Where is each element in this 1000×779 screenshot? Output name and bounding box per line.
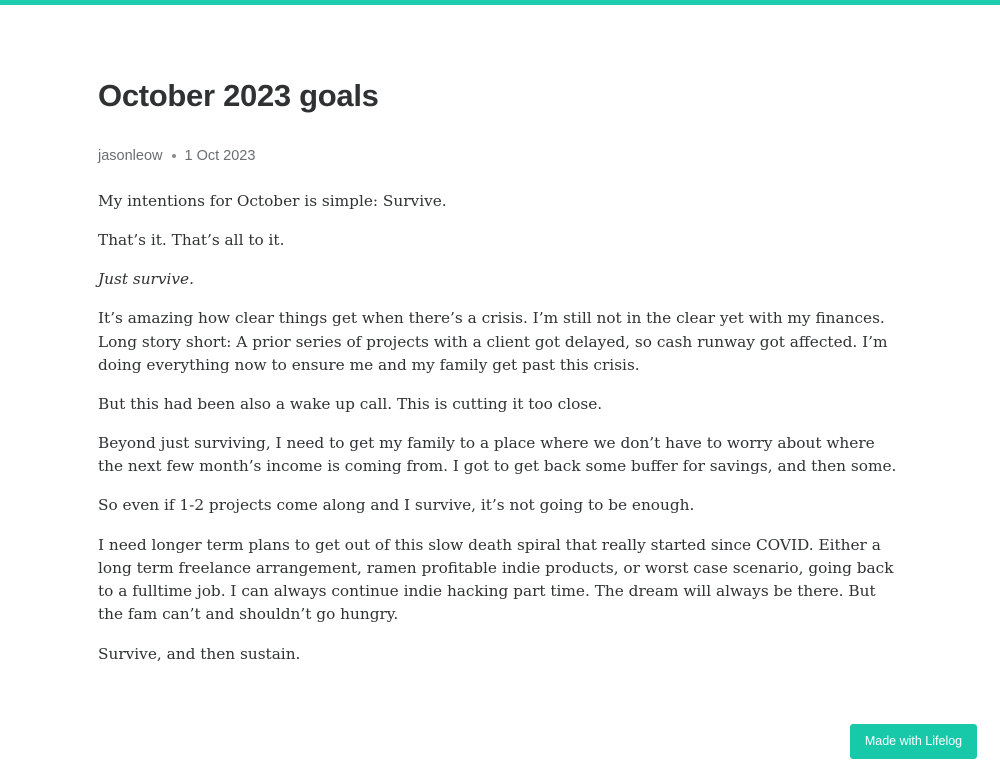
author-link[interactable]: jasonleow xyxy=(98,148,163,164)
paragraph: My intentions for October is simple: Survive. xyxy=(98,192,447,210)
paragraph: But this had been also a wake up call. This is cutting it too close. xyxy=(98,394,603,413)
paragraph: I need longer term plans to get out of this slow death spiral that really started since COVID. Either a long term freelance arrangement, ramen profitable indie products, or worst case scenario, going back to a fulltime job. I can always continue indie hacking part time. The dream will always be there. But the fam can’t and shouldn’t go hungry. xyxy=(98,535,894,624)
post-title: October 2023 goals xyxy=(98,78,379,113)
paragraph: That’s it. That’s all to it. xyxy=(98,231,285,250)
paragraph-emphasis: Just survive. xyxy=(98,270,194,289)
post-body xyxy=(98,190,898,682)
made-with-lifelog-button[interactable]: Made with Lifelog xyxy=(850,724,977,759)
paragraph: Beyond just surviving, I need to get my family to a place where we don’t have to worry about where the next few month’s income is coming from. I got to get back some buffer for savings, and then some. xyxy=(98,434,897,476)
paragraph: So even if 1-2 projects come along and I survive, it’s not going to be enough. xyxy=(98,496,695,515)
separator-dot-icon xyxy=(172,154,176,158)
paragraph: Survive, and then sustain. xyxy=(98,644,301,663)
post-date: 1 Oct 2023 xyxy=(184,148,256,164)
post-meta xyxy=(98,146,255,166)
paragraph: It’s amazing how clear things get when there’s a crisis. I’m still not in the clear yet with my finances. Long story short: A prior series of projects with a client got delayed, so cash runway got affected. I’m doing everything now to ensure me and my family get past this crisis. xyxy=(98,309,888,374)
top-accent-bar xyxy=(0,0,1000,5)
